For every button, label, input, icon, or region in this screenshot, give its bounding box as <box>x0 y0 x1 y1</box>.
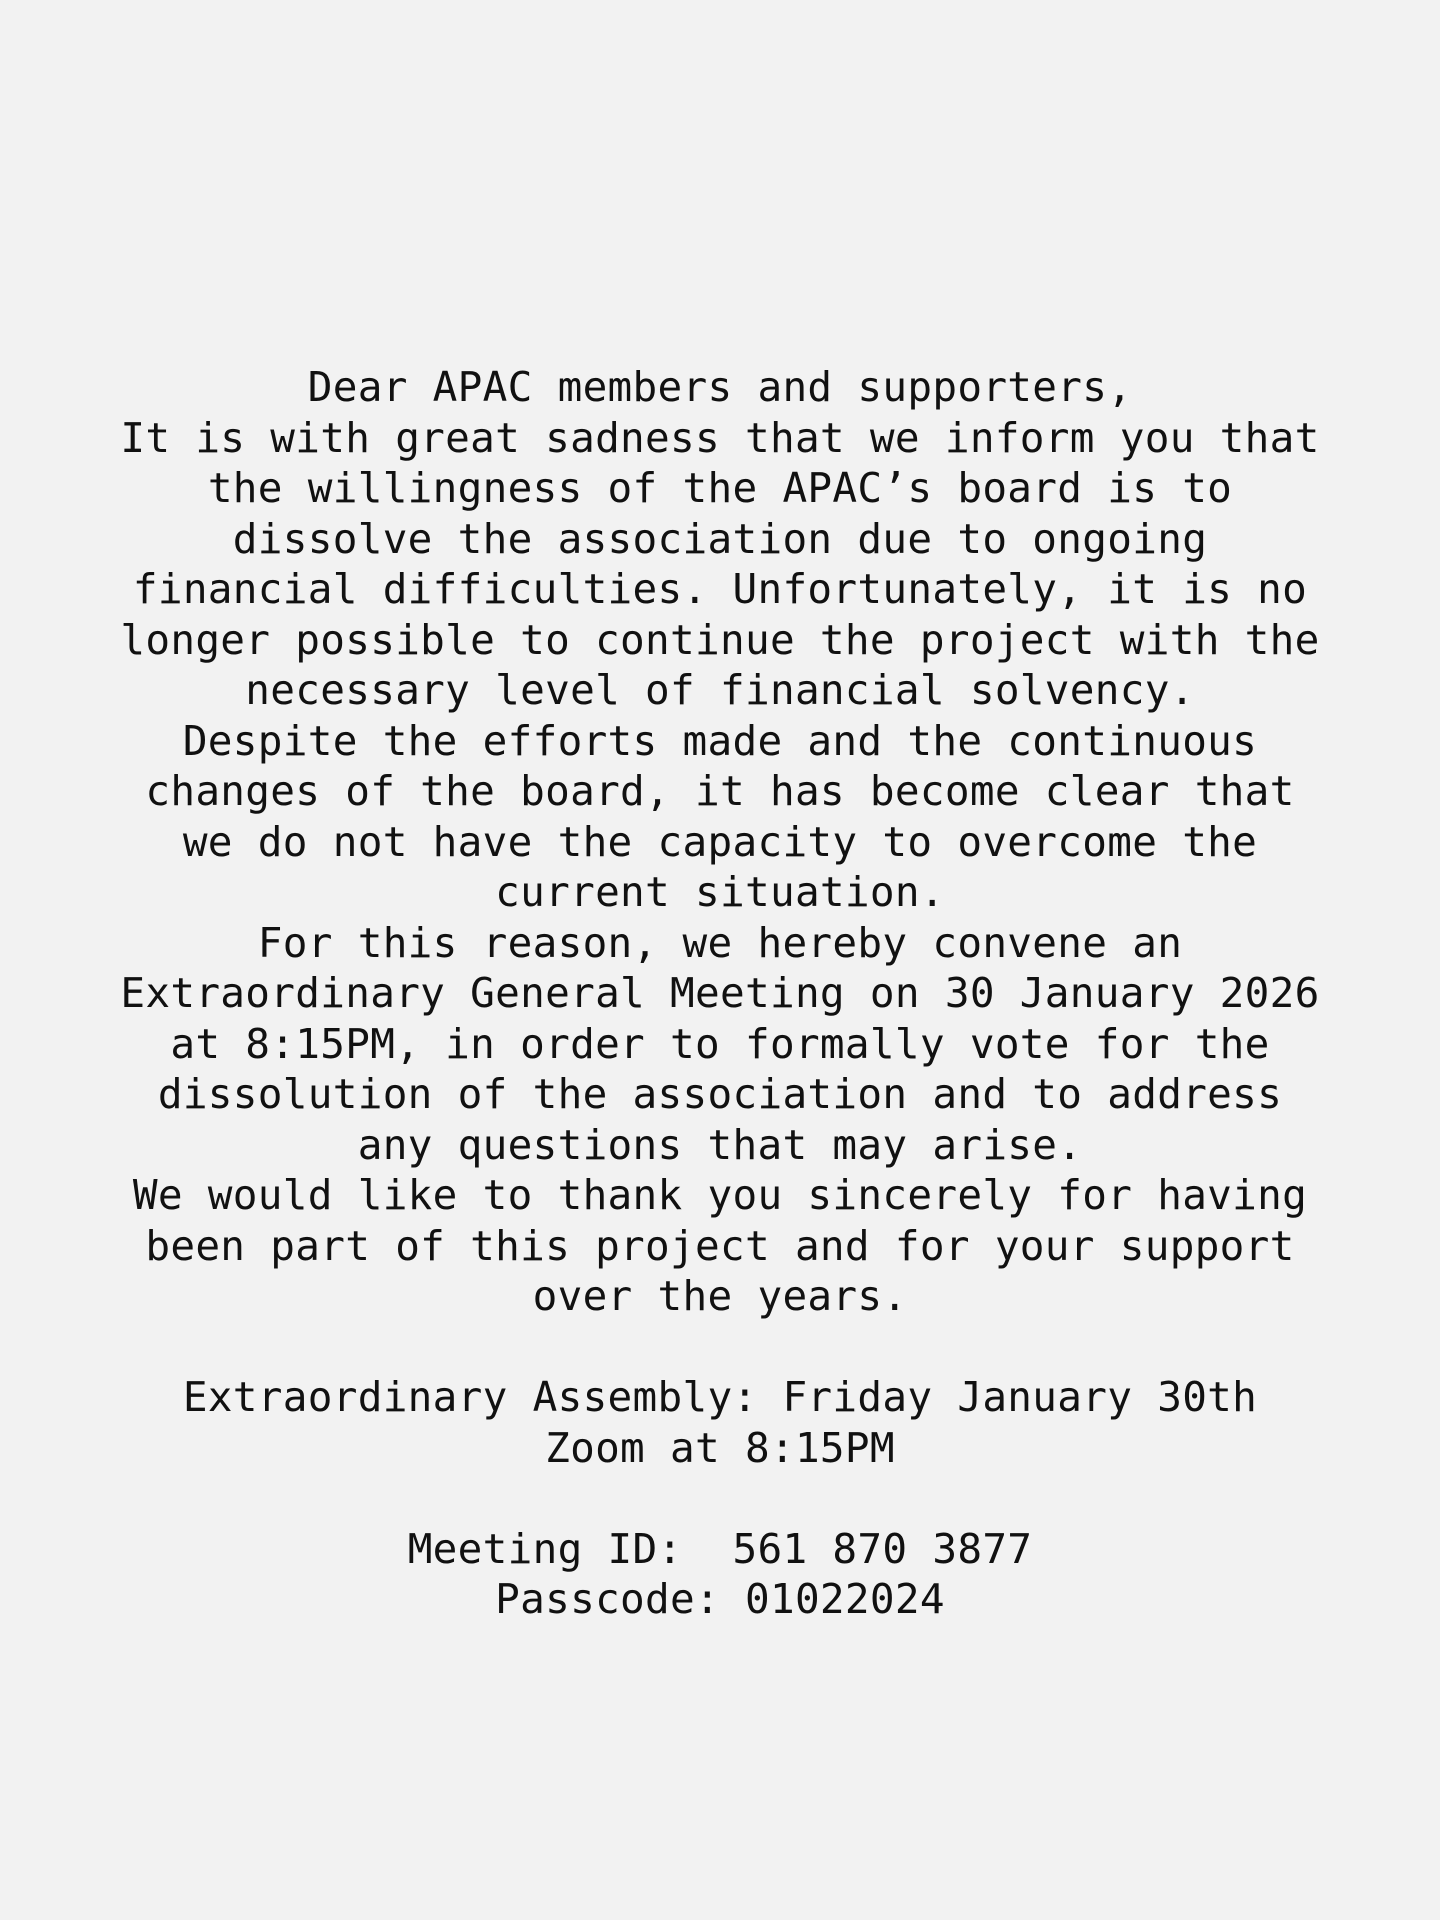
body-line: We would like to thank you sincerely for having <box>132 1171 1308 1219</box>
meeting-id: Meeting ID: 561 870 3877 <box>407 1524 1033 1573</box>
body-line: been part of this project and for your support <box>145 1221 1295 1270</box>
body-line: For this reason, we hereby convene an <box>257 918 1183 967</box>
body-line: dissolve the association due to ongoing <box>232 514 1208 563</box>
body-line: Extraordinary General Meeting on 30 January 2026 <box>120 969 1320 1017</box>
spacer <box>0 1322 1440 1373</box>
body-line: over the years. <box>532 1272 908 1320</box>
body-line: changes of the board, it has become clear that <box>145 767 1295 815</box>
body-line: we do not have the capacity to overcome the <box>182 817 1258 866</box>
body-line: Despite the efforts made and the continuous <box>182 716 1258 765</box>
body-line: at 8:15PM, in order to formally vote for the <box>170 1019 1270 1068</box>
body-line: financial difficulties. Unfortunately, it is no <box>132 565 1308 613</box>
body-line: necessary level of financial solvency. <box>245 666 1195 714</box>
salutation: Dear APAC members and supporters, <box>307 363 1133 411</box>
assembly-date: Extraordinary Assembly: Friday January 30th <box>182 1373 1258 1421</box>
announcement-text <box>0 362 1440 1625</box>
body-line: the willingness of the APAC’s board is to <box>207 464 1233 512</box>
passcode: Passcode: 01022024 <box>495 1575 945 1623</box>
body-line: It is with great sadness that we inform you that <box>120 413 1320 462</box>
assembly-time: Zoom at 8:15PM <box>545 1423 895 1472</box>
body-line: longer possible to continue the project with the <box>120 615 1320 664</box>
spacer <box>0 1473 1440 1524</box>
body-line: current situation. <box>495 868 945 916</box>
body-line: dissolution of the association and to address <box>157 1070 1283 1118</box>
body-line: any questions that may arise. <box>357 1120 1083 1169</box>
